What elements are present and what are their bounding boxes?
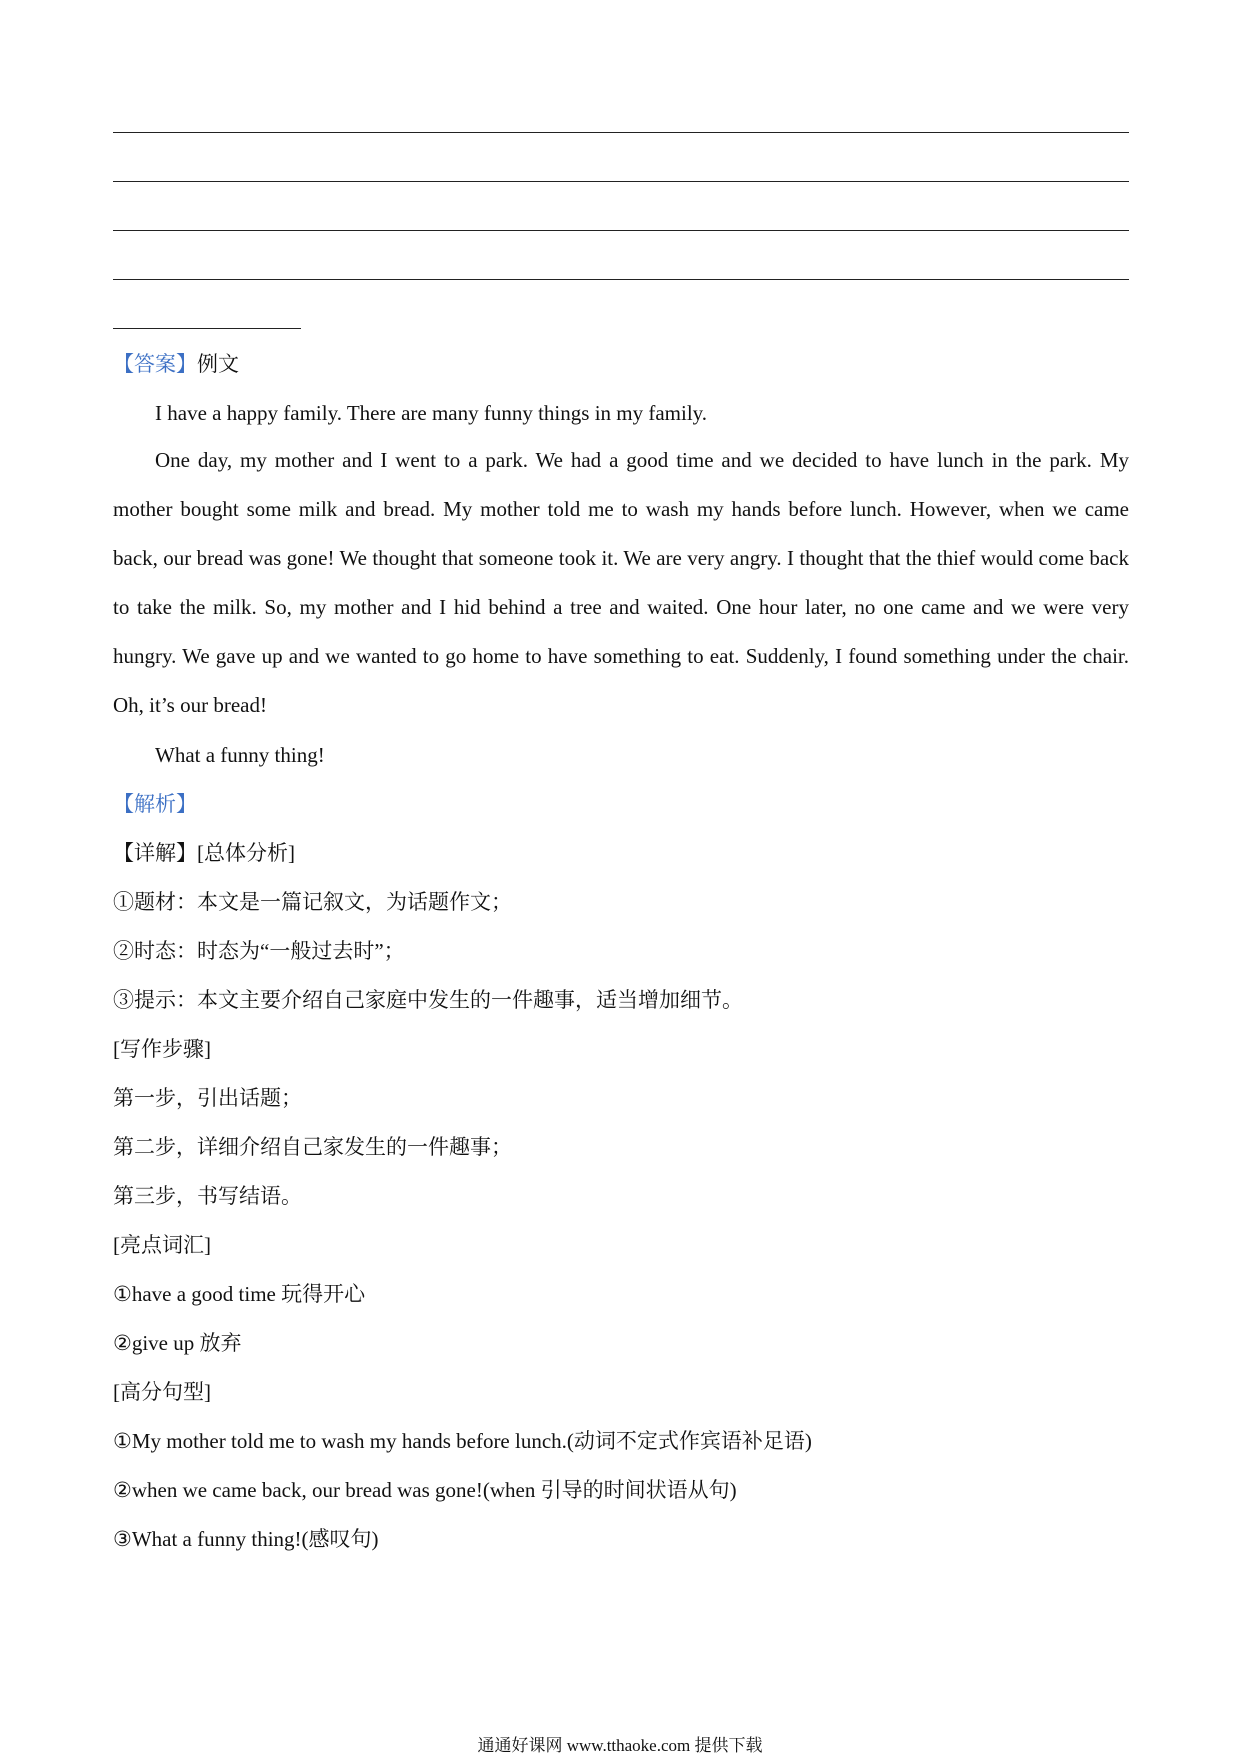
- writing-line: [113, 230, 1129, 231]
- step-item-3: 第三步，书写结语。: [113, 1184, 302, 1208]
- vocab-item-1: ①have a good time 玩得开心: [113, 1282, 366, 1306]
- answer-heading: [113, 354, 239, 375]
- essay-paragraph-1: I have a happy family. There are many funny things in my family.: [155, 401, 708, 425]
- sentences-title: [高分句型]: [113, 1380, 211, 1404]
- step-item-1: 第一步，引出话题；: [113, 1086, 302, 1110]
- answer-label: 【答案】: [113, 352, 197, 376]
- writing-line-short: [113, 328, 301, 329]
- overview-item-2: ②时态：时态为“一般过去时”；: [113, 939, 405, 963]
- step-item-2: 第二步，详细介绍自己家发生的一件趣事；: [113, 1135, 512, 1159]
- analysis-label: 【解析】: [113, 792, 197, 816]
- essay-paragraph-3: What a funny thing!: [155, 743, 325, 767]
- sentence-item-2: ②when we came back, our bread was gone!(when 引导的时间状语从句): [113, 1478, 737, 1502]
- sentence-item-1: ①My mother told me to wash my hands before lunch.(动词不定式作宾语补足语): [113, 1429, 812, 1453]
- vocab-title: [亮点词汇]: [113, 1233, 211, 1257]
- answer-title: 例文: [197, 352, 239, 376]
- detail-label: 【详解】: [113, 841, 197, 865]
- vocab-item-2: ②give up 放弃: [113, 1331, 242, 1355]
- overview-item-3: ③提示：本文主要介绍自己家庭中发生的一件趣事，适当增加细节。: [113, 988, 743, 1012]
- overview-item-1: ①题材：本文是一篇记叙文，为话题作文；: [113, 890, 512, 914]
- essay-paragraph-2: One day, my mother and I went to a park. We had a good time and we decided to have lunch in the park. My mother bought some milk and bread. My mother told me to wash my hands before lunch. However, when we came back, our bread was gone! We thought that someone took it. We are very angry. I thought that the thief would come back to take the milk. So, my mother and I hid behind a tree and waited. One hour later, no one came and we were very hungry. We gave up and we wanted to go home to have something to eat. Suddenly, I found something under the chair. Oh, it’s our bread!: [113, 448, 1129, 717]
- writing-line: [113, 181, 1129, 182]
- sentence-item-3: ③What a funny thing!(感叹句): [113, 1527, 379, 1551]
- writing-line: [113, 279, 1129, 280]
- detail-heading: [113, 843, 295, 864]
- writing-line: [113, 132, 1129, 133]
- detail-title: [总体分析]: [197, 841, 295, 865]
- page-footer: 通通好课网 www.tthaoke.com 提供下载: [477, 1736, 763, 1755]
- steps-title: [写作步骤]: [113, 1037, 211, 1061]
